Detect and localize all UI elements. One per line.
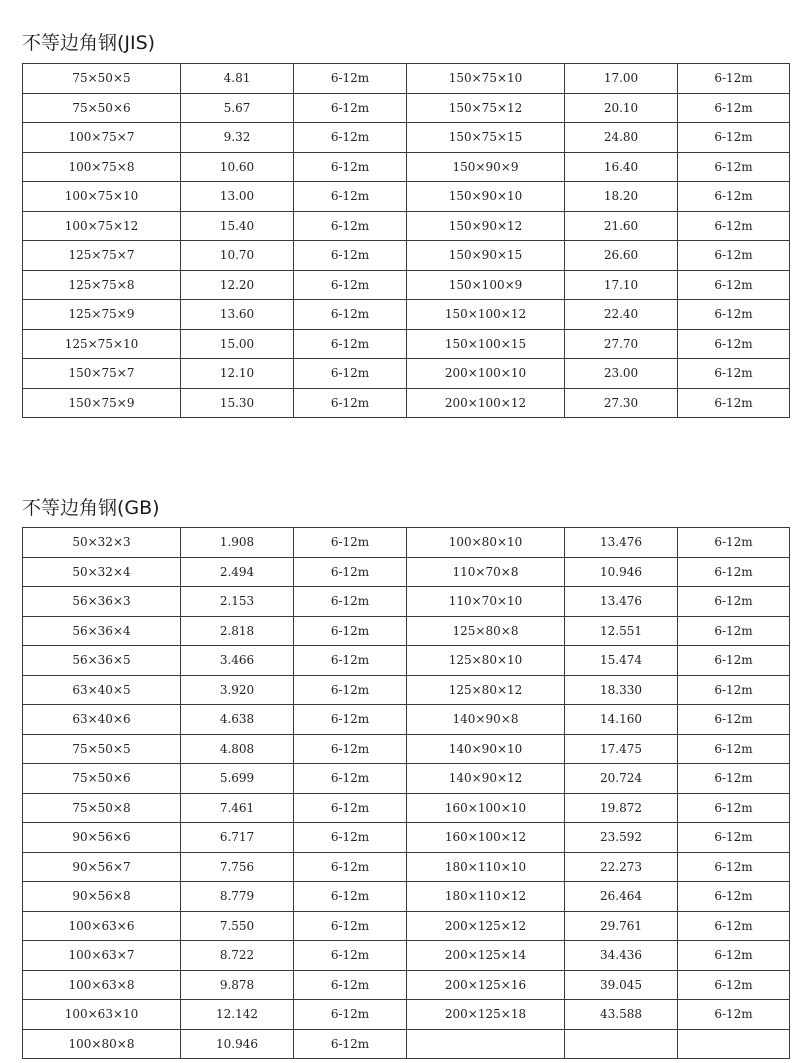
weight-cell: 34.436 xyxy=(565,941,678,971)
weight-cell: 3.466 xyxy=(181,646,294,676)
weight-cell: 19.872 xyxy=(565,793,678,823)
weight-cell: 5.699 xyxy=(181,764,294,794)
size-cell: 75×50×8 xyxy=(23,793,181,823)
size-cell: 125×80×12 xyxy=(407,675,565,705)
weight-cell: 12.10 xyxy=(181,359,294,389)
length-cell: 6-12m xyxy=(294,152,407,182)
size-cell: 125×75×10 xyxy=(23,329,181,359)
table-row xyxy=(23,388,790,418)
table-row xyxy=(23,941,790,971)
size-cell: 140×90×12 xyxy=(407,764,565,794)
table-row xyxy=(23,93,790,123)
size-cell: 150×90×10 xyxy=(407,182,565,212)
length-cell: 6-12m xyxy=(678,882,790,912)
size-cell: 200×100×12 xyxy=(407,388,565,418)
length-cell: 6-12m xyxy=(678,852,790,882)
length-cell xyxy=(678,1029,790,1059)
size-cell: 160×100×12 xyxy=(407,823,565,853)
table-row xyxy=(23,270,790,300)
weight-cell: 13.60 xyxy=(181,300,294,330)
size-cell: 150×75×10 xyxy=(407,64,565,94)
table-row xyxy=(23,616,790,646)
table-row xyxy=(23,823,790,853)
length-cell: 6-12m xyxy=(294,300,407,330)
size-cell: 100×63×7 xyxy=(23,941,181,971)
length-cell: 6-12m xyxy=(678,616,790,646)
table-row xyxy=(23,793,790,823)
length-cell: 6-12m xyxy=(294,1000,407,1030)
weight-cell: 8.722 xyxy=(181,941,294,971)
size-cell: 63×40×6 xyxy=(23,705,181,735)
weight-cell: 2.494 xyxy=(181,557,294,587)
size-cell: 125×80×8 xyxy=(407,616,565,646)
size-cell: 150×75×12 xyxy=(407,93,565,123)
size-cell: 100×75×8 xyxy=(23,152,181,182)
size-cell: 110×70×8 xyxy=(407,557,565,587)
table-row xyxy=(23,1000,790,1030)
weight-cell: 10.946 xyxy=(565,557,678,587)
weight-cell: 13.00 xyxy=(181,182,294,212)
length-cell: 6-12m xyxy=(678,388,790,418)
length-cell: 6-12m xyxy=(678,705,790,735)
size-cell: 56×36×5 xyxy=(23,646,181,676)
length-cell: 6-12m xyxy=(294,734,407,764)
length-cell: 6-12m xyxy=(294,211,407,241)
length-cell: 6-12m xyxy=(294,557,407,587)
table-row xyxy=(23,705,790,735)
length-cell: 6-12m xyxy=(294,764,407,794)
weight-cell: 15.40 xyxy=(181,211,294,241)
table-row xyxy=(23,1029,790,1059)
table-row xyxy=(23,152,790,182)
size-cell: 200×125×12 xyxy=(407,911,565,941)
table-row xyxy=(23,852,790,882)
size-cell: 100×63×6 xyxy=(23,911,181,941)
weight-cell: 7.550 xyxy=(181,911,294,941)
table-row xyxy=(23,646,790,676)
length-cell: 6-12m xyxy=(294,587,407,617)
table-row xyxy=(23,882,790,912)
size-cell: 75×50×5 xyxy=(23,64,181,94)
length-cell: 6-12m xyxy=(294,675,407,705)
size-cell: 150×100×12 xyxy=(407,300,565,330)
size-cell: 100×75×10 xyxy=(23,182,181,212)
weight-cell: 2.153 xyxy=(181,587,294,617)
length-cell: 6-12m xyxy=(294,64,407,94)
weight-cell: 7.756 xyxy=(181,852,294,882)
length-cell: 6-12m xyxy=(678,823,790,853)
size-cell: 50×32×4 xyxy=(23,557,181,587)
length-cell: 6-12m xyxy=(294,852,407,882)
weight-cell: 15.474 xyxy=(565,646,678,676)
weight-cell: 23.592 xyxy=(565,823,678,853)
length-cell: 6-12m xyxy=(678,64,790,94)
size-cell: 90×56×6 xyxy=(23,823,181,853)
length-cell: 6-12m xyxy=(678,241,790,271)
size-cell: 56×36×3 xyxy=(23,587,181,617)
size-cell: 90×56×8 xyxy=(23,882,181,912)
jis-section-title: 不等边角钢(JIS) xyxy=(22,32,156,54)
size-cell: 56×36×4 xyxy=(23,616,181,646)
size-cell: 100×80×10 xyxy=(407,528,565,558)
length-cell: 6-12m xyxy=(294,388,407,418)
size-cell: 180×110×10 xyxy=(407,852,565,882)
table-row xyxy=(23,241,790,271)
table-row xyxy=(23,764,790,794)
jis-angle-steel-table xyxy=(22,63,790,418)
length-cell: 6-12m xyxy=(678,1000,790,1030)
size-cell: 90×56×7 xyxy=(23,852,181,882)
table-row xyxy=(23,528,790,558)
table-row xyxy=(23,911,790,941)
length-cell: 6-12m xyxy=(294,359,407,389)
table-row xyxy=(23,182,790,212)
length-cell: 6-12m xyxy=(294,616,407,646)
weight-cell: 27.30 xyxy=(565,388,678,418)
length-cell: 6-12m xyxy=(294,941,407,971)
size-cell: 140×90×10 xyxy=(407,734,565,764)
weight-cell: 13.476 xyxy=(565,587,678,617)
weight-cell: 12.551 xyxy=(565,616,678,646)
length-cell: 6-12m xyxy=(294,528,407,558)
size-cell: 140×90×8 xyxy=(407,705,565,735)
size-cell: 200×125×18 xyxy=(407,1000,565,1030)
table-row xyxy=(23,64,790,94)
table-row xyxy=(23,675,790,705)
table-row xyxy=(23,211,790,241)
size-cell: 125×75×7 xyxy=(23,241,181,271)
weight-cell: 27.70 xyxy=(565,329,678,359)
size-cell: 200×125×14 xyxy=(407,941,565,971)
size-cell: 63×40×5 xyxy=(23,675,181,705)
size-cell: 150×100×9 xyxy=(407,270,565,300)
size-cell: 125×75×9 xyxy=(23,300,181,330)
weight-cell: 12.20 xyxy=(181,270,294,300)
size-cell: 110×70×10 xyxy=(407,587,565,617)
length-cell: 6-12m xyxy=(678,329,790,359)
size-cell: 150×75×15 xyxy=(407,123,565,153)
weight-cell: 1.908 xyxy=(181,528,294,558)
length-cell: 6-12m xyxy=(294,705,407,735)
length-cell: 6-12m xyxy=(678,93,790,123)
size-cell: 150×90×15 xyxy=(407,241,565,271)
length-cell: 6-12m xyxy=(678,734,790,764)
size-cell: 100×80×8 xyxy=(23,1029,181,1059)
table-row xyxy=(23,557,790,587)
weight-cell: 23.00 xyxy=(565,359,678,389)
weight-cell: 17.00 xyxy=(565,64,678,94)
size-cell: 150×100×15 xyxy=(407,329,565,359)
weight-cell: 4.808 xyxy=(181,734,294,764)
weight-cell: 7.461 xyxy=(181,793,294,823)
length-cell: 6-12m xyxy=(678,182,790,212)
weight-cell xyxy=(565,1029,678,1059)
weight-cell: 9.32 xyxy=(181,123,294,153)
size-cell: 100×75×12 xyxy=(23,211,181,241)
weight-cell: 20.724 xyxy=(565,764,678,794)
length-cell: 6-12m xyxy=(678,764,790,794)
weight-cell: 43.588 xyxy=(565,1000,678,1030)
weight-cell: 39.045 xyxy=(565,970,678,1000)
gb-section-title: 不等边角钢(GB) xyxy=(22,497,160,519)
weight-cell: 24.80 xyxy=(565,123,678,153)
length-cell: 6-12m xyxy=(678,941,790,971)
weight-cell: 2.818 xyxy=(181,616,294,646)
length-cell: 6-12m xyxy=(678,646,790,676)
table-row xyxy=(23,734,790,764)
length-cell: 6-12m xyxy=(678,587,790,617)
weight-cell: 10.60 xyxy=(181,152,294,182)
length-cell: 6-12m xyxy=(678,793,790,823)
weight-cell: 22.40 xyxy=(565,300,678,330)
length-cell: 6-12m xyxy=(294,182,407,212)
length-cell: 6-12m xyxy=(294,882,407,912)
length-cell: 6-12m xyxy=(294,970,407,1000)
weight-cell: 5.67 xyxy=(181,93,294,123)
length-cell: 6-12m xyxy=(678,152,790,182)
weight-cell: 26.464 xyxy=(565,882,678,912)
length-cell: 6-12m xyxy=(678,911,790,941)
table-row xyxy=(23,587,790,617)
length-cell: 6-12m xyxy=(678,270,790,300)
length-cell: 6-12m xyxy=(678,211,790,241)
length-cell: 6-12m xyxy=(294,1029,407,1059)
size-cell: 75×50×6 xyxy=(23,93,181,123)
table-row xyxy=(23,970,790,1000)
weight-cell: 17.10 xyxy=(565,270,678,300)
weight-cell: 4.81 xyxy=(181,64,294,94)
table-row xyxy=(23,123,790,153)
size-cell: 150×90×9 xyxy=(407,152,565,182)
weight-cell: 12.142 xyxy=(181,1000,294,1030)
length-cell: 6-12m xyxy=(678,528,790,558)
size-cell: 160×100×10 xyxy=(407,793,565,823)
weight-cell: 3.920 xyxy=(181,675,294,705)
size-cell: 200×100×10 xyxy=(407,359,565,389)
size-cell: 180×110×12 xyxy=(407,882,565,912)
weight-cell: 8.779 xyxy=(181,882,294,912)
size-cell: 100×75×7 xyxy=(23,123,181,153)
size-cell: 100×63×10 xyxy=(23,1000,181,1030)
weight-cell: 22.273 xyxy=(565,852,678,882)
weight-cell: 10.946 xyxy=(181,1029,294,1059)
weight-cell: 6.717 xyxy=(181,823,294,853)
weight-cell: 10.70 xyxy=(181,241,294,271)
length-cell: 6-12m xyxy=(294,93,407,123)
size-cell: 75×50×6 xyxy=(23,764,181,794)
size-cell xyxy=(407,1029,565,1059)
gb-angle-steel-table xyxy=(22,527,790,1059)
size-cell: 150×90×12 xyxy=(407,211,565,241)
length-cell: 6-12m xyxy=(294,270,407,300)
size-cell: 150×75×9 xyxy=(23,388,181,418)
weight-cell: 15.30 xyxy=(181,388,294,418)
length-cell: 6-12m xyxy=(678,123,790,153)
length-cell: 6-12m xyxy=(294,911,407,941)
size-cell: 100×63×8 xyxy=(23,970,181,1000)
weight-cell: 26.60 xyxy=(565,241,678,271)
length-cell: 6-12m xyxy=(678,557,790,587)
weight-cell: 14.160 xyxy=(565,705,678,735)
size-cell: 50×32×3 xyxy=(23,528,181,558)
weight-cell: 13.476 xyxy=(565,528,678,558)
length-cell: 6-12m xyxy=(294,793,407,823)
weight-cell: 15.00 xyxy=(181,329,294,359)
length-cell: 6-12m xyxy=(294,123,407,153)
table-row xyxy=(23,329,790,359)
length-cell: 6-12m xyxy=(678,300,790,330)
length-cell: 6-12m xyxy=(678,970,790,1000)
size-cell: 125×80×10 xyxy=(407,646,565,676)
length-cell: 6-12m xyxy=(294,823,407,853)
length-cell: 6-12m xyxy=(678,675,790,705)
table-row xyxy=(23,300,790,330)
weight-cell: 18.20 xyxy=(565,182,678,212)
weight-cell: 29.761 xyxy=(565,911,678,941)
weight-cell: 9.878 xyxy=(181,970,294,1000)
size-cell: 75×50×5 xyxy=(23,734,181,764)
size-cell: 125×75×8 xyxy=(23,270,181,300)
size-cell: 150×75×7 xyxy=(23,359,181,389)
length-cell: 6-12m xyxy=(678,359,790,389)
weight-cell: 17.475 xyxy=(565,734,678,764)
weight-cell: 20.10 xyxy=(565,93,678,123)
weight-cell: 21.60 xyxy=(565,211,678,241)
length-cell: 6-12m xyxy=(294,241,407,271)
table-row xyxy=(23,359,790,389)
weight-cell: 16.40 xyxy=(565,152,678,182)
weight-cell: 18.330 xyxy=(565,675,678,705)
length-cell: 6-12m xyxy=(294,329,407,359)
weight-cell: 4.638 xyxy=(181,705,294,735)
size-cell: 200×125×16 xyxy=(407,970,565,1000)
length-cell: 6-12m xyxy=(294,646,407,676)
